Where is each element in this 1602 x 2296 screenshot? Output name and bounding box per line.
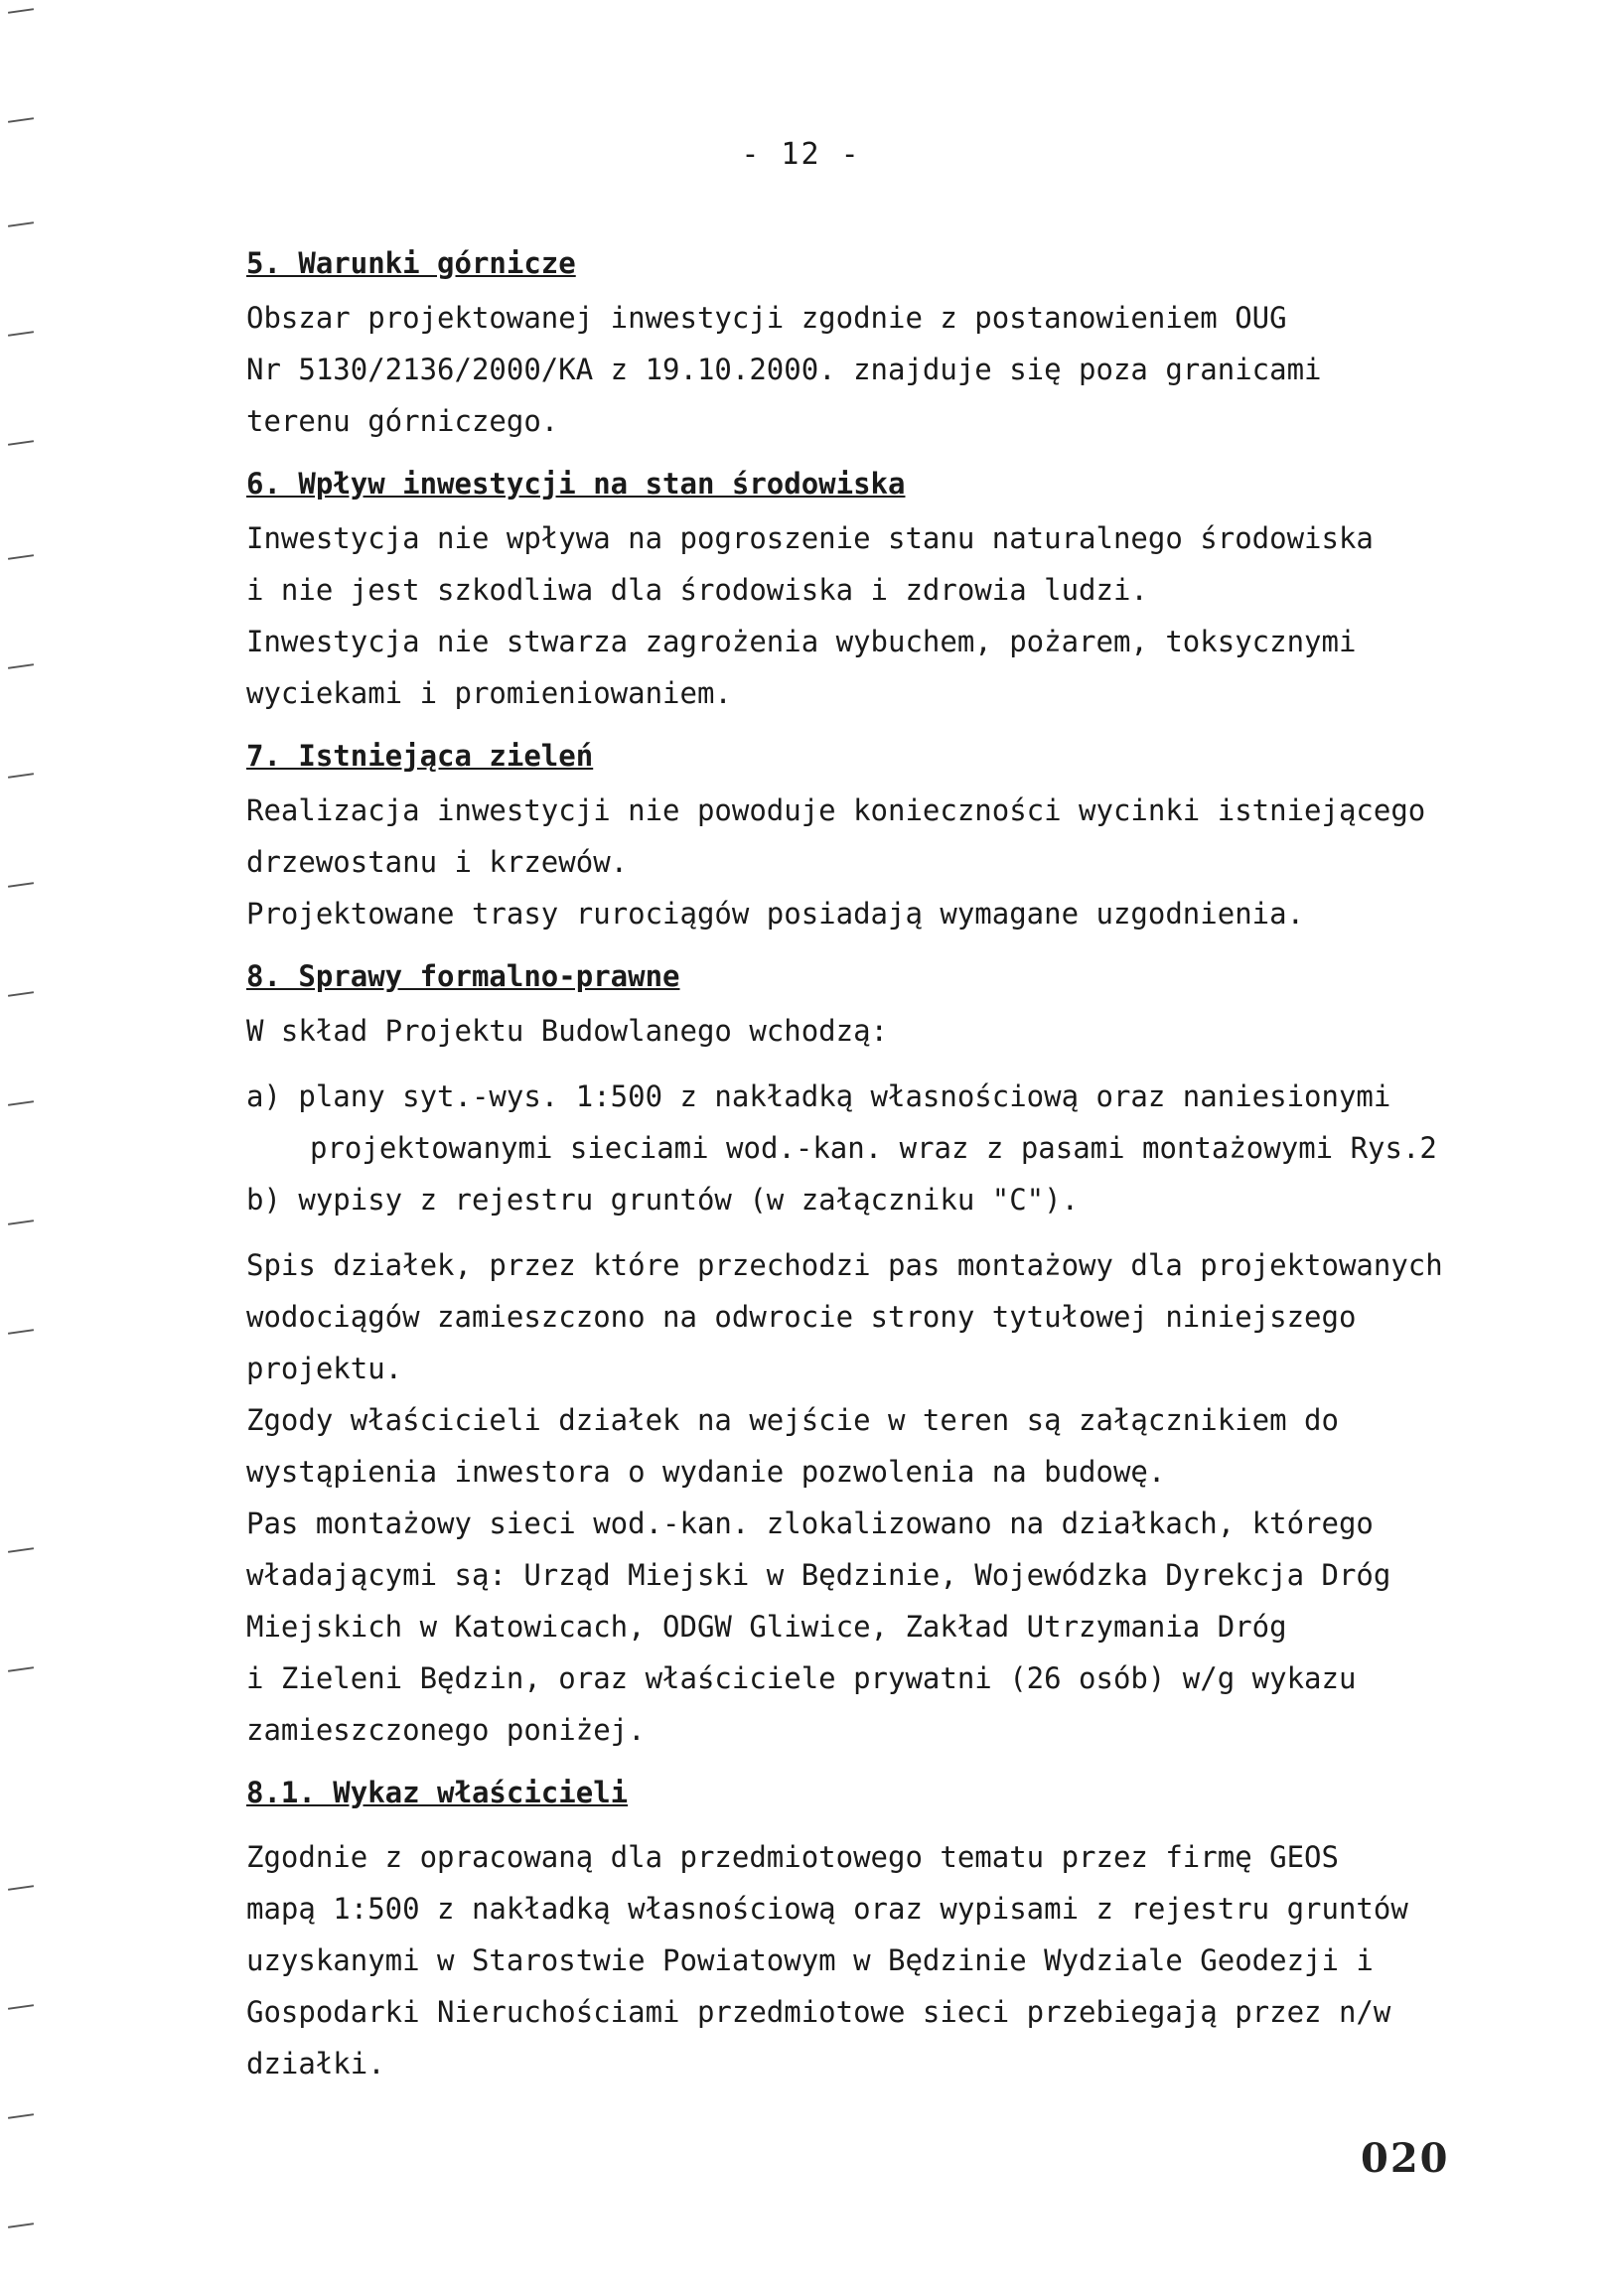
section-formal-legal (246, 951, 1567, 1756)
text-line: zamieszczonego poniżej. (246, 1713, 646, 1747)
text-line: Inwestycja nie wpływa na pogroszenie stanu naturalnego środowiska (246, 521, 1374, 555)
text-line: drzewostanu i krzewów. (246, 845, 629, 879)
paragraph-intro: W skład Projektu Budowlanego wchodzą: (246, 1014, 889, 1048)
section-heading: 5. Warunki górnicze (246, 246, 576, 280)
section-heading: 7. Istniejąca zieleń (246, 739, 594, 773)
attachment-list (246, 1071, 1567, 1225)
text-line: Nr 5130/2136/2000/KA z 19.10.2000. znajduje się poza granicami (246, 353, 1322, 386)
page-number: - 12 - (741, 137, 861, 172)
section-environmental-impact (246, 459, 1567, 719)
text-line: Obszar projektowanej inwestycji zgodnie z postanowieniem OUG (246, 301, 1287, 335)
section-existing-greenery (246, 731, 1567, 939)
section-heading: 8.1. Wykaz właścicieli (246, 1776, 629, 1809)
text-line: i Zieleni Będzin, oraz właściciele prywatni (26 osób) w/g wykazu (246, 1661, 1357, 1695)
section-owners-list (246, 1768, 1567, 2089)
text-line: Pas montażowy sieci wod.-kan. zlokalizowano na działkach, którego (246, 1507, 1374, 1540)
text-line: wystąpienia inwestora o wydanie pozwolenia na budowę. (246, 1455, 1166, 1489)
text-line: działki. (246, 2047, 385, 2081)
paragraph (246, 785, 1567, 939)
text-line: terenu górniczego. (246, 404, 559, 438)
text-line: Gospodarki Nieruchościami przedmiotowe sieci przebiegają przez n/w (246, 1995, 1391, 2029)
section-mining-conditions (246, 238, 1567, 447)
text-line: Inwestycja nie stwarza zagrożenia wybuchem, pożarem, toksycznymi (246, 625, 1357, 658)
list-item: a) plany syt.-wys. 1:500 z nakładką własnościową oraz naniesionymi (246, 1079, 1391, 1113)
text-line: wodociągów zamieszczono na odwrocie strony tytułowej niniejszego (246, 1300, 1357, 1334)
text-line: Miejskich w Katowicach, ODGW Gliwice, Zakład Utrzymania Dróg (246, 1610, 1287, 1644)
text-line: Projektowane trasy rurociągów posiadają wymagane uzgodnienia. (246, 897, 1305, 931)
section-heading: 6. Wpływ inwestycji na stan środowiska (246, 467, 906, 501)
text-line: Zgodnie z opracowaną dla przedmiotowego tematu przez firmę GEOS (246, 1840, 1339, 1874)
text-line: mapą 1:500 z nakładką własnościową oraz wypisami z rejestru gruntów (246, 1892, 1408, 1926)
list-item: b) wypisy z rejestru gruntów (w załączniku "C"). (246, 1183, 1080, 1217)
text-line: uzyskanymi w Starostwie Powiatowym w Będzinie Wydziale Geodezji i (246, 1943, 1374, 1977)
text-line: wyciekami i promieniowaniem. (246, 676, 732, 710)
stamped-sheet-number: 020 (1361, 2135, 1450, 2182)
section-heading: 8. Sprawy formalno-prawne (246, 959, 680, 993)
text-line: projektu. (246, 1352, 403, 1385)
text-line: władającymi są: Urząd Miejski w Będzinie, Wojewódzka Dyrekcja Dróg (246, 1558, 1391, 1592)
text-line: Zgody właścicieli działek na wejście w teren są załącznikiem do (246, 1403, 1339, 1437)
text-line: Realizacja inwestycji nie powoduje konieczności wycinki istniejącego (246, 793, 1426, 827)
list-item-continuation: projektowanymi sieciami wod.-kan. wraz z pasami montażowymi Rys.2 (310, 1131, 1437, 1165)
paragraph (246, 292, 1567, 447)
paragraph (246, 1239, 1567, 1756)
document-body (246, 238, 1567, 2097)
text-line: Spis działek, przez które przechodzi pas montażowy dla projektowanych (246, 1248, 1443, 1282)
text-line: i nie jest szkodliwa dla środowiska i zdrowia ludzi. (246, 573, 1148, 607)
paragraph (246, 512, 1567, 719)
paragraph (246, 1831, 1567, 2089)
